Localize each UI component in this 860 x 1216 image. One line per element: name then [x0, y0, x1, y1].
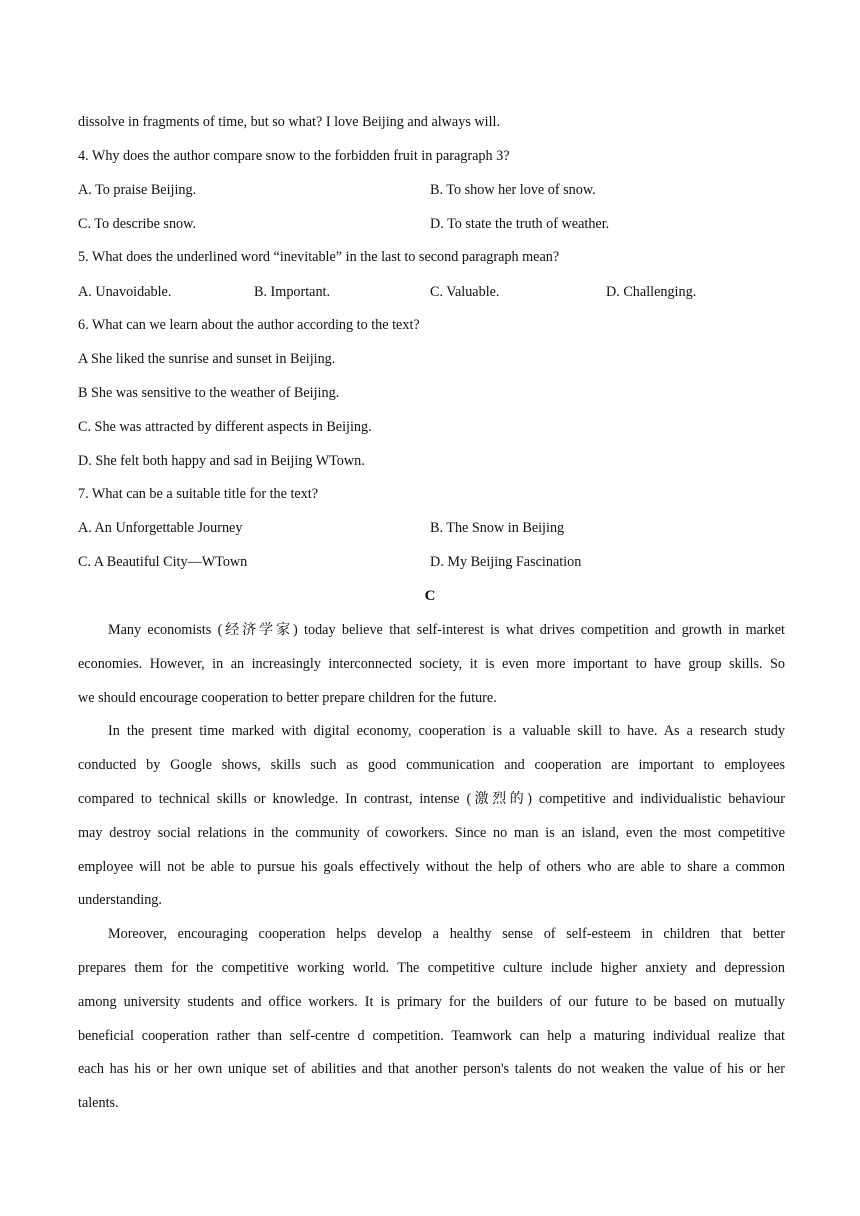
question-5-option-d: D. Challenging.	[606, 284, 697, 300]
passage-line: may destroy social relations in the community of coworkers. Since no man is an island, even the most competitive	[78, 825, 785, 841]
question-7-option-a: A. An Unforgettable Journey	[78, 520, 243, 536]
question-6-stem: 6. What can we learn about the author according to the text?	[78, 317, 420, 333]
passage-line: employee will not be able to pursue his goals effectively without the help of others who are able to share a common	[78, 859, 785, 875]
intro-line: dissolve in fragments of time, but so what? I love Beijing and always will.	[78, 114, 501, 130]
question-7-stem: 7. What can be a suitable title for the text?	[78, 486, 319, 502]
passage-line: beneficial cooperation rather than self-centre d competition. Teamwork can help a maturing individual realize that	[78, 1028, 785, 1044]
question-7-option-c: C. A Beautiful City—WTown	[78, 554, 248, 570]
question-4-option-b: B. To show her love of snow.	[430, 182, 596, 198]
question-7-option-d: D. My Beijing Fascination	[430, 554, 582, 570]
question-5-stem: 5. What does the underlined word “inevitable” in the last to second paragraph mean?	[78, 249, 560, 265]
passage-line: each has his or her own unique set of abilities and that another person's talents do not weaken the value of his or her	[78, 1061, 785, 1077]
question-4-option-d: D. To state the truth of weather.	[430, 216, 610, 232]
passage-line: understanding.	[78, 892, 162, 908]
question-6-option-a: A She liked the sunrise and sunset in Beijing.	[78, 351, 336, 367]
passage-line: compared to technical skills or knowledge. In contrast, intense (激烈的) competitive and individualistic behaviour	[78, 791, 785, 807]
question-5-option-b: B. Important.	[254, 284, 331, 300]
question-4-stem: 4. Why does the author compare snow to the forbidden fruit in paragraph 3?	[78, 148, 510, 164]
passage-line: Many economists (经济学家) today believe that self-interest is what drives competition and growth in market	[108, 622, 785, 638]
passage-line: conducted by Google shows, skills such as good communication and cooperation are important to employees	[78, 757, 785, 773]
question-5-option-a: A. Unavoidable.	[78, 284, 172, 300]
passage-line: economies. However, in an increasingly interconnected society, it is even more important to have group skills. So	[78, 656, 785, 672]
passage-line: among university students and office workers. It is primary for the builders of our future to be based on mutually	[78, 994, 785, 1010]
question-4-option-c: C. To describe snow.	[78, 216, 197, 232]
question-6-option-b: B She was sensitive to the weather of Beijing.	[78, 385, 340, 401]
passage-line: In the present time marked with digital economy, cooperation is a valuable skill to have. As a research study	[108, 723, 785, 739]
passage-line: talents.	[78, 1095, 119, 1111]
question-7-option-b: B. The Snow in Beijing	[430, 520, 565, 536]
question-6-option-d: D. She felt both happy and sad in Beijing WTown.	[78, 453, 365, 469]
question-6-option-c: C. She was attracted by different aspects in Beijing.	[78, 419, 372, 435]
passage-line: Moreover, encouraging cooperation helps develop a healthy sense of self-esteem in children that better	[108, 926, 785, 942]
passage-line: we should encourage cooperation to better prepare children for the future.	[78, 690, 497, 706]
question-4-option-a: A. To praise Beijing.	[78, 182, 197, 198]
passage-line: prepares them for the competitive working world. The competitive culture include higher anxiety and depression	[78, 960, 785, 976]
question-5-option-c: C. Valuable.	[430, 284, 500, 300]
section-heading: C	[424, 588, 436, 604]
